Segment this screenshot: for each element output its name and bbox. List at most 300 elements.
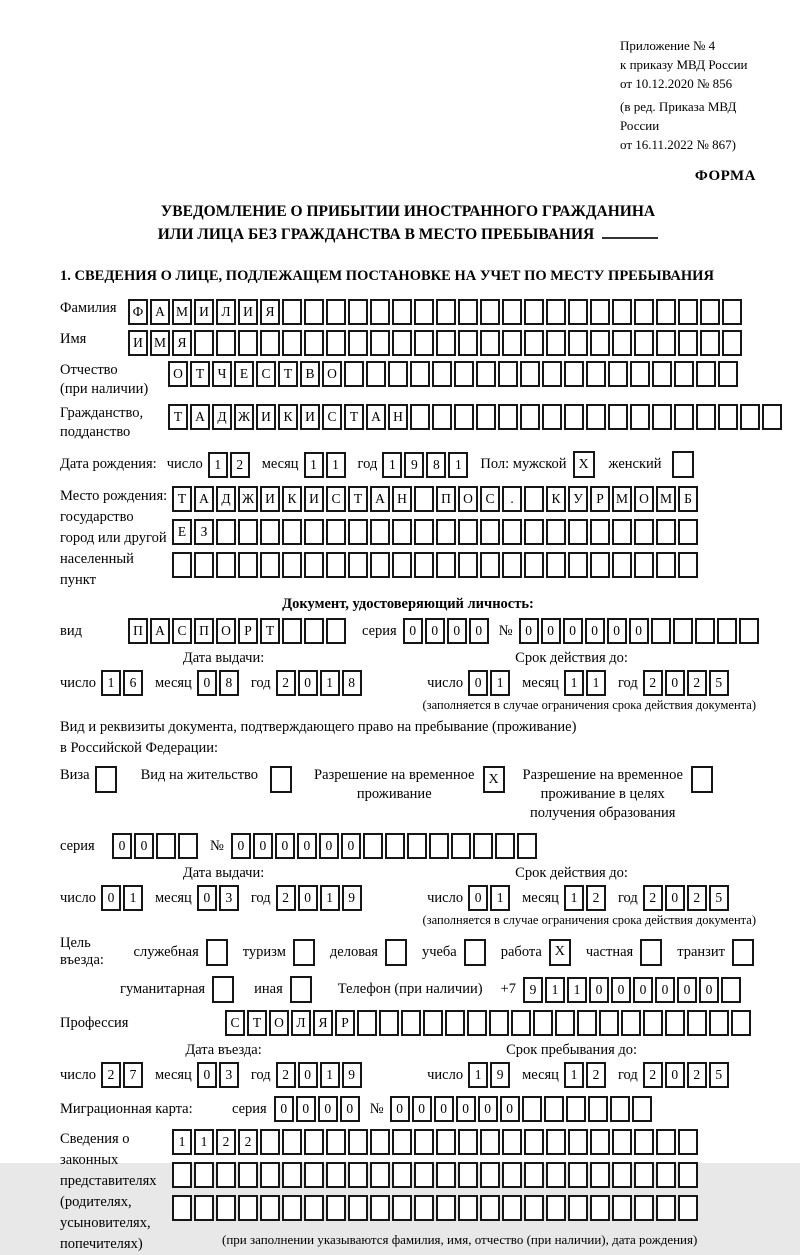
char-cell[interactable]: [407, 833, 427, 859]
char-cell[interactable]: [700, 330, 720, 356]
char-cell[interactable]: [410, 361, 430, 387]
char-cell[interactable]: [436, 1162, 456, 1188]
char-cell[interactable]: 0: [231, 833, 251, 859]
char-cell[interactable]: [423, 1010, 443, 1036]
char-cell[interactable]: [721, 977, 741, 1003]
char-cell[interactable]: [414, 552, 434, 578]
char-cell[interactable]: [498, 404, 518, 430]
char-cell[interactable]: [665, 1010, 685, 1036]
issue-year-input[interactable]: [276, 670, 364, 696]
char-cell[interactable]: Т: [344, 404, 364, 430]
char-cell[interactable]: [414, 299, 434, 325]
char-cell[interactable]: [656, 299, 676, 325]
char-cell[interactable]: 1: [586, 670, 606, 696]
char-cell[interactable]: [722, 299, 742, 325]
char-cell[interactable]: 0: [665, 1062, 685, 1088]
char-cell[interactable]: [687, 1010, 707, 1036]
char-cell[interactable]: [366, 361, 386, 387]
char-cell[interactable]: [370, 1162, 390, 1188]
char-cell[interactable]: 2: [687, 670, 707, 696]
char-cell[interactable]: П: [128, 618, 148, 644]
char-cell[interactable]: [524, 552, 544, 578]
char-cell[interactable]: [458, 519, 478, 545]
char-cell[interactable]: 0: [298, 1062, 318, 1088]
birth-month-input[interactable]: [304, 452, 348, 478]
char-cell[interactable]: [388, 361, 408, 387]
char-cell[interactable]: [304, 1195, 324, 1221]
char-cell[interactable]: .: [502, 486, 522, 512]
char-cell[interactable]: [640, 939, 662, 966]
char-cell[interactable]: [696, 361, 716, 387]
char-cell[interactable]: [555, 1010, 575, 1036]
char-cell[interactable]: [674, 361, 694, 387]
char-cell[interactable]: [632, 1096, 652, 1122]
char-cell[interactable]: [511, 1010, 531, 1036]
residence-series-input[interactable]: [112, 833, 200, 859]
char-cell[interactable]: [621, 1010, 641, 1036]
char-cell[interactable]: [370, 330, 390, 356]
char-cell[interactable]: 5: [709, 670, 729, 696]
char-cell[interactable]: [522, 1096, 542, 1122]
char-cell[interactable]: Р: [590, 486, 610, 512]
char-cell[interactable]: [260, 1129, 280, 1155]
char-cell[interactable]: Т: [348, 486, 368, 512]
stay-day-input[interactable]: [468, 1062, 512, 1088]
char-cell[interactable]: [612, 519, 632, 545]
char-cell[interactable]: [651, 618, 671, 644]
char-cell[interactable]: [568, 1195, 588, 1221]
char-cell[interactable]: [436, 299, 456, 325]
char-cell[interactable]: [502, 1162, 522, 1188]
char-cell[interactable]: [480, 1195, 500, 1221]
char-cell[interactable]: 0: [298, 670, 318, 696]
char-cell[interactable]: [436, 552, 456, 578]
char-cell[interactable]: [385, 939, 407, 966]
char-cell[interactable]: [718, 404, 738, 430]
visa-checkbox[interactable]: [95, 766, 119, 793]
char-cell[interactable]: [282, 618, 302, 644]
char-cell[interactable]: [458, 330, 478, 356]
legal-reps-line2-input[interactable]: [172, 1162, 700, 1188]
char-cell[interactable]: К: [278, 404, 298, 430]
char-cell[interactable]: [370, 299, 390, 325]
char-cell[interactable]: [568, 519, 588, 545]
char-cell[interactable]: [590, 519, 610, 545]
char-cell[interactable]: 0: [655, 977, 675, 1003]
char-cell[interactable]: Е: [172, 519, 192, 545]
char-cell[interactable]: [458, 1162, 478, 1188]
char-cell[interactable]: [502, 299, 522, 325]
char-cell[interactable]: М: [612, 486, 632, 512]
char-cell[interactable]: [762, 404, 782, 430]
char-cell[interactable]: Ф: [128, 299, 148, 325]
char-cell[interactable]: 7: [123, 1062, 143, 1088]
birth-year-input[interactable]: [382, 452, 470, 478]
char-cell[interactable]: 0: [112, 833, 132, 859]
doc-kind-input[interactable]: [128, 618, 348, 644]
purpose-commercial-checkbox[interactable]: [385, 939, 409, 966]
char-cell[interactable]: 0: [469, 618, 489, 644]
char-cell[interactable]: И: [256, 404, 276, 430]
purpose-private-checkbox[interactable]: [640, 939, 664, 966]
char-cell[interactable]: [414, 1162, 434, 1188]
char-cell[interactable]: 9: [342, 885, 362, 911]
char-cell[interactable]: [673, 618, 693, 644]
char-cell[interactable]: 2: [643, 885, 663, 911]
char-cell[interactable]: А: [194, 486, 214, 512]
char-cell[interactable]: [194, 1162, 214, 1188]
char-cell[interactable]: Ж: [238, 486, 258, 512]
char-cell[interactable]: К: [282, 486, 302, 512]
char-cell[interactable]: [326, 330, 346, 356]
char-cell[interactable]: [700, 299, 720, 325]
char-cell[interactable]: 0: [607, 618, 627, 644]
char-cell[interactable]: Ж: [234, 404, 254, 430]
char-cell[interactable]: [172, 1195, 192, 1221]
char-cell[interactable]: Я: [313, 1010, 333, 1036]
char-cell[interactable]: 0: [665, 885, 685, 911]
char-cell[interactable]: [194, 552, 214, 578]
char-cell[interactable]: М: [172, 299, 192, 325]
char-cell[interactable]: 0: [134, 833, 154, 859]
char-cell[interactable]: О: [168, 361, 188, 387]
char-cell[interactable]: [473, 833, 493, 859]
char-cell[interactable]: М: [150, 330, 170, 356]
char-cell[interactable]: [634, 1129, 654, 1155]
char-cell[interactable]: 2: [643, 1062, 663, 1088]
char-cell[interactable]: [326, 1195, 346, 1221]
char-cell[interactable]: 0: [274, 1096, 294, 1122]
char-cell[interactable]: [590, 330, 610, 356]
char-cell[interactable]: 2: [687, 885, 707, 911]
char-cell[interactable]: [348, 299, 368, 325]
char-cell[interactable]: Я: [260, 299, 280, 325]
char-cell[interactable]: 0: [633, 977, 653, 1003]
char-cell[interactable]: 0: [425, 618, 445, 644]
char-cell[interactable]: [370, 519, 390, 545]
char-cell[interactable]: [695, 618, 715, 644]
char-cell[interactable]: Д: [216, 486, 236, 512]
char-cell[interactable]: [524, 1195, 544, 1221]
char-cell[interactable]: [304, 519, 324, 545]
residence-issue-year-input[interactable]: [276, 885, 364, 911]
char-cell[interactable]: [566, 1096, 586, 1122]
purpose-work-checkbox[interactable]: [549, 939, 573, 966]
purpose-transit-checkbox[interactable]: [732, 939, 756, 966]
char-cell[interactable]: [568, 1129, 588, 1155]
char-cell[interactable]: [282, 1162, 302, 1188]
char-cell[interactable]: [634, 1162, 654, 1188]
char-cell[interactable]: [740, 404, 760, 430]
char-cell[interactable]: [524, 1129, 544, 1155]
surname-input[interactable]: [128, 299, 744, 325]
char-cell[interactable]: [495, 833, 515, 859]
char-cell[interactable]: [238, 1162, 258, 1188]
char-cell[interactable]: [480, 1129, 500, 1155]
char-cell[interactable]: А: [150, 618, 170, 644]
char-cell[interactable]: 5: [709, 885, 729, 911]
char-cell[interactable]: [458, 1195, 478, 1221]
char-cell[interactable]: 1: [320, 885, 340, 911]
char-cell[interactable]: А: [150, 299, 170, 325]
char-cell[interactable]: И: [304, 486, 324, 512]
char-cell[interactable]: [520, 361, 540, 387]
char-cell[interactable]: Д: [212, 404, 232, 430]
char-cell[interactable]: [656, 1129, 676, 1155]
char-cell[interactable]: 0: [298, 885, 318, 911]
char-cell[interactable]: [216, 519, 236, 545]
char-cell[interactable]: 9: [404, 452, 424, 478]
char-cell[interactable]: [678, 299, 698, 325]
char-cell[interactable]: [502, 330, 522, 356]
char-cell[interactable]: 1: [564, 670, 584, 696]
migration-series-input[interactable]: [274, 1096, 362, 1122]
char-cell[interactable]: [95, 766, 117, 793]
char-cell[interactable]: 0: [197, 1062, 217, 1088]
char-cell[interactable]: [524, 519, 544, 545]
char-cell[interactable]: [432, 361, 452, 387]
char-cell[interactable]: [282, 299, 302, 325]
char-cell[interactable]: [326, 1162, 346, 1188]
char-cell[interactable]: П: [194, 618, 214, 644]
char-cell[interactable]: 1: [320, 670, 340, 696]
char-cell[interactable]: [533, 1010, 553, 1036]
char-cell[interactable]: [414, 330, 434, 356]
char-cell[interactable]: [586, 361, 606, 387]
char-cell[interactable]: З: [194, 519, 214, 545]
char-cell[interactable]: 1: [490, 885, 510, 911]
char-cell[interactable]: [401, 1010, 421, 1036]
char-cell[interactable]: [348, 552, 368, 578]
char-cell[interactable]: М: [656, 486, 676, 512]
char-cell[interactable]: [216, 330, 236, 356]
char-cell[interactable]: [363, 833, 383, 859]
char-cell[interactable]: И: [194, 299, 214, 325]
char-cell[interactable]: О: [634, 486, 654, 512]
char-cell[interactable]: [238, 330, 258, 356]
residence-permit-checkbox[interactable]: [270, 766, 294, 793]
char-cell[interactable]: [392, 1129, 412, 1155]
char-cell[interactable]: К: [546, 486, 566, 512]
char-cell[interactable]: [544, 1096, 564, 1122]
char-cell[interactable]: [282, 519, 302, 545]
char-cell[interactable]: И: [300, 404, 320, 430]
char-cell[interactable]: Н: [392, 486, 412, 512]
char-cell[interactable]: [348, 330, 368, 356]
char-cell[interactable]: 2: [216, 1129, 236, 1155]
char-cell[interactable]: [370, 1195, 390, 1221]
char-cell[interactable]: [656, 1195, 676, 1221]
char-cell[interactable]: 1: [326, 452, 346, 478]
char-cell[interactable]: [630, 361, 650, 387]
char-cell[interactable]: [678, 330, 698, 356]
char-cell[interactable]: [385, 833, 405, 859]
char-cell[interactable]: [672, 451, 694, 478]
stay-year-input[interactable]: [643, 1062, 731, 1088]
purpose-study-checkbox[interactable]: [464, 939, 488, 966]
char-cell[interactable]: X: [483, 766, 505, 793]
char-cell[interactable]: [370, 1129, 390, 1155]
char-cell[interactable]: [520, 404, 540, 430]
char-cell[interactable]: [206, 939, 228, 966]
char-cell[interactable]: [348, 1162, 368, 1188]
char-cell[interactable]: 0: [253, 833, 273, 859]
char-cell[interactable]: 1: [320, 1062, 340, 1088]
char-cell[interactable]: [290, 976, 312, 1003]
char-cell[interactable]: [546, 1162, 566, 1188]
char-cell[interactable]: 0: [319, 833, 339, 859]
char-cell[interactable]: 2: [586, 1062, 606, 1088]
char-cell[interactable]: [577, 1010, 597, 1036]
char-cell[interactable]: [691, 766, 713, 793]
char-cell[interactable]: И: [260, 486, 280, 512]
char-cell[interactable]: [480, 330, 500, 356]
char-cell[interactable]: [634, 552, 654, 578]
valid-year-input[interactable]: [643, 670, 731, 696]
char-cell[interactable]: 0: [101, 885, 121, 911]
char-cell[interactable]: [392, 552, 412, 578]
char-cell[interactable]: [678, 552, 698, 578]
purpose-humanitarian-checkbox[interactable]: [212, 976, 236, 1003]
char-cell[interactable]: 0: [275, 833, 295, 859]
residence-issue-day-input[interactable]: [101, 885, 145, 911]
char-cell[interactable]: [652, 404, 672, 430]
char-cell[interactable]: [392, 1162, 412, 1188]
char-cell[interactable]: [282, 1195, 302, 1221]
char-cell[interactable]: [304, 1162, 324, 1188]
char-cell[interactable]: [722, 330, 742, 356]
char-cell[interactable]: [326, 552, 346, 578]
char-cell[interactable]: [498, 361, 518, 387]
char-cell[interactable]: [304, 618, 324, 644]
char-cell[interactable]: [304, 1129, 324, 1155]
char-cell[interactable]: [718, 361, 738, 387]
char-cell[interactable]: [612, 1162, 632, 1188]
char-cell[interactable]: С: [326, 486, 346, 512]
char-cell[interactable]: [630, 404, 650, 430]
char-cell[interactable]: 0: [341, 833, 361, 859]
char-cell[interactable]: [410, 404, 430, 430]
purpose-business-checkbox[interactable]: [206, 939, 230, 966]
char-cell[interactable]: [696, 404, 716, 430]
char-cell[interactable]: [480, 552, 500, 578]
char-cell[interactable]: [260, 1162, 280, 1188]
char-cell[interactable]: 0: [699, 977, 719, 1003]
char-cell[interactable]: [612, 1129, 632, 1155]
char-cell[interactable]: X: [573, 451, 595, 478]
char-cell[interactable]: Л: [216, 299, 236, 325]
char-cell[interactable]: Р: [335, 1010, 355, 1036]
char-cell[interactable]: [212, 976, 234, 1003]
char-cell[interactable]: Я: [172, 330, 192, 356]
char-cell[interactable]: [588, 1096, 608, 1122]
char-cell[interactable]: 0: [665, 670, 685, 696]
char-cell[interactable]: [370, 552, 390, 578]
char-cell[interactable]: 0: [197, 885, 217, 911]
char-cell[interactable]: [656, 330, 676, 356]
char-cell[interactable]: [238, 519, 258, 545]
stay-month-input[interactable]: [564, 1062, 608, 1088]
birth-day-input[interactable]: [208, 452, 252, 478]
char-cell[interactable]: [304, 299, 324, 325]
char-cell[interactable]: Т: [168, 404, 188, 430]
char-cell[interactable]: [357, 1010, 377, 1036]
char-cell[interactable]: 9: [342, 1062, 362, 1088]
char-cell[interactable]: Т: [190, 361, 210, 387]
char-cell[interactable]: А: [366, 404, 386, 430]
entry-month-input[interactable]: [197, 1062, 241, 1088]
char-cell[interactable]: С: [172, 618, 192, 644]
legal-reps-line3-input[interactable]: [172, 1195, 700, 1221]
char-cell[interactable]: [326, 519, 346, 545]
char-cell[interactable]: [348, 519, 368, 545]
temp-residence-checkbox[interactable]: [483, 766, 507, 793]
char-cell[interactable]: [590, 1129, 610, 1155]
char-cell[interactable]: 0: [585, 618, 605, 644]
char-cell[interactable]: 0: [403, 618, 423, 644]
char-cell[interactable]: [731, 1010, 751, 1036]
char-cell[interactable]: [458, 299, 478, 325]
char-cell[interactable]: Н: [388, 404, 408, 430]
char-cell[interactable]: [590, 1195, 610, 1221]
char-cell[interactable]: [546, 519, 566, 545]
char-cell[interactable]: [436, 1129, 456, 1155]
char-cell[interactable]: [656, 552, 676, 578]
residence-valid-day-input[interactable]: [468, 885, 512, 911]
char-cell[interactable]: [599, 1010, 619, 1036]
char-cell[interactable]: А: [370, 486, 390, 512]
char-cell[interactable]: [546, 330, 566, 356]
char-cell[interactable]: [634, 330, 654, 356]
residence-valid-month-input[interactable]: [564, 885, 608, 911]
char-cell[interactable]: [564, 404, 584, 430]
char-cell[interactable]: 0: [456, 1096, 476, 1122]
char-cell[interactable]: [612, 1195, 632, 1221]
char-cell[interactable]: 0: [318, 1096, 338, 1122]
char-cell[interactable]: Т: [172, 486, 192, 512]
char-cell[interactable]: [678, 1129, 698, 1155]
migration-number-input[interactable]: [390, 1096, 654, 1122]
char-cell[interactable]: [634, 299, 654, 325]
citizenship-input[interactable]: [168, 404, 784, 430]
char-cell[interactable]: [172, 552, 192, 578]
valid-day-input[interactable]: [468, 670, 512, 696]
char-cell[interactable]: С: [480, 486, 500, 512]
char-cell[interactable]: 1: [123, 885, 143, 911]
char-cell[interactable]: 0: [677, 977, 697, 1003]
char-cell[interactable]: 1: [101, 670, 121, 696]
char-cell[interactable]: 0: [500, 1096, 520, 1122]
char-cell[interactable]: [502, 552, 522, 578]
char-cell[interactable]: [454, 404, 474, 430]
char-cell[interactable]: 0: [563, 618, 583, 644]
char-cell[interactable]: [379, 1010, 399, 1036]
legal-reps-line1-input[interactable]: [172, 1129, 700, 1155]
char-cell[interactable]: 1: [448, 452, 468, 478]
char-cell[interactable]: 0: [478, 1096, 498, 1122]
char-cell[interactable]: С: [225, 1010, 245, 1036]
char-cell[interactable]: [546, 1195, 566, 1221]
char-cell[interactable]: [436, 519, 456, 545]
char-cell[interactable]: [480, 299, 500, 325]
char-cell[interactable]: [458, 552, 478, 578]
char-cell[interactable]: 9: [523, 977, 543, 1003]
char-cell[interactable]: [480, 519, 500, 545]
char-cell[interactable]: [709, 1010, 729, 1036]
char-cell[interactable]: 1: [564, 885, 584, 911]
char-cell[interactable]: [436, 330, 456, 356]
char-cell[interactable]: [612, 330, 632, 356]
